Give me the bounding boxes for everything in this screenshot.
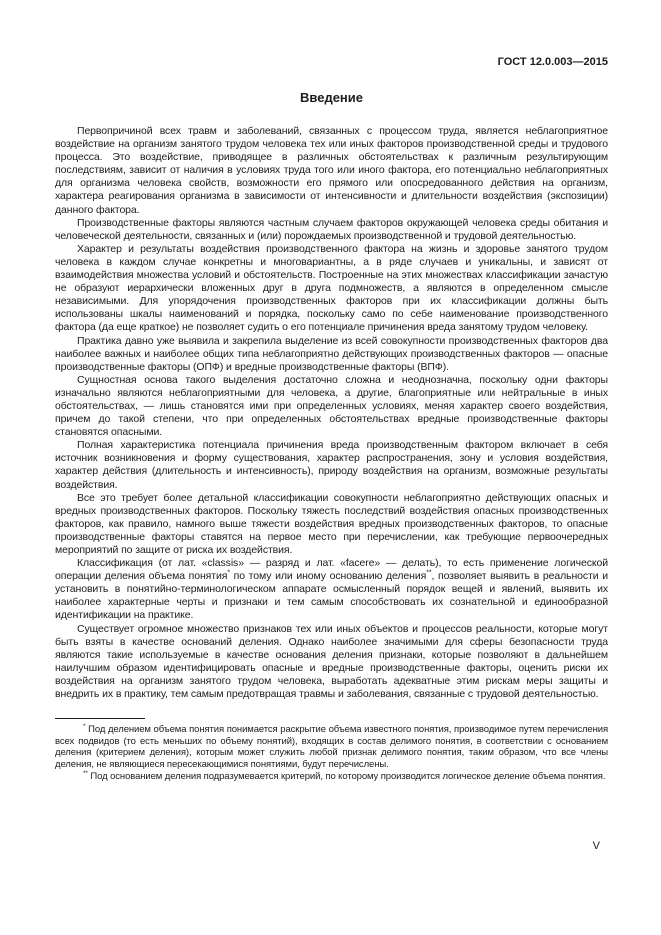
paragraph-4: Практика давно уже выявила и закрепила выделение из всей совокупности производственных факторов два наиболее важных и наиболее общих типа неблагоприятно действующих производственных факторов — опасные производственные факторы (ОПФ) и вредные производственные факторы (ВПФ). [55,334,608,373]
paragraph-8-part-2: по тому или иному основанию деления [229,570,427,583]
paragraph-8 [55,557,608,622]
footnote-separator-rule [55,718,145,719]
footnote-1 [55,724,608,770]
footnote-1-text: Под делением объема понятия понимается раскрытие объема известного понятия, производимое путем перечисления всех подвидов (то есть меньших по объему понятий), входящих в состав делимого понятия, в соответствии с основанием деления (критерием деления), которым может служить любой признак делимого понятия, таким образом, что все члены деления, не являющиеся пересекающимися понятиями, будут перечислены. [55,724,608,770]
paragraph-8-part-1: Классификация (от лат. «classis» — разряд и лат. «facere» — делать), то есть применение логической операции деления объема понятия [55,557,608,583]
paragraph-1: Первопричиной всех травм и заболеваний, связанных с процессом труда, является неблагоприятное воздействие на организм занятого трудом человека тех или иных факторов производственной среды и трудового процесса. Это воздействие, приводящее в различных обстоятельствах к различным результирующим последствиям, зависит от наличия в условиях труда того или иного фактора, его потенциально неблагоприятных для организма человека свойств, возможности его прямого или опосредованного действия на организм, характера реагирования организма в зависимости от интенсивности и длительности воздействия (экспозиции) данного фактора. [55,125,608,216]
paragraph-6: Полная характеристика потенциала причинения вреда производственным фактором включает в себя источник возникновения и форму существования, характер распространения, зону и условия воздействия, характер действия (длительность и интенсивность), природу воздействия на организм, возможные результаты воздействия. [55,439,608,491]
body-text [55,125,608,701]
footnotes-section [55,718,608,782]
paragraph-8-part-3: , позволяет выявить в реальности и установить в понятийно-терминологическом аппарате осмысленный порядок вещей и явлений, выявить их наиболее характерные черты и признаки и тем самым способствовать их сознательной и единообразной идентификации на практике. [55,570,609,622]
page-number: V [592,840,600,852]
footnote-2-marker: ** [83,769,88,777]
paragraph-2: Производственные факторы являются частным случаем факторов окружающей человека среды обитания и человеческой деятельности, связанных и (или) порождаемых производственной и трудовой деятельностью. [55,216,608,242]
document-code: ГОСТ 12.0.003—2015 [497,56,608,68]
footnote-reference-2: ** [426,569,432,577]
footnote-1-marker: * [83,722,86,730]
paragraph-5: Сущностная основа такого выделения достаточно сложна и неоднозначна, поскольку одни факторы изначально являются неблагоприятными для человека, а другие, благоприятные или нейтральные в иных обстоятельствах, — лишь становятся ими при определенных условиях, меняя характер своего воздействия, причем до такой степени, что при определенных обстоятельствах вредные производственные факторы становятся опасными. [55,373,608,439]
footnote-2 [55,771,608,783]
footnote-reference-1: * [227,569,230,577]
paragraph-3: Характер и результаты воздействия производственного фактора на жизнь и здоровье занятого трудом человека в каждом случае конкретны и многовариантны, а в ряде случаев и уникальны, и зависят от взаимодействия множества условий и обстоятельств. Построенные на этих множествах классификации зачастую не образуют иерархически вложенных друг в друга подмножеств, а являются в определенном смысле независимыми. Для упорядочения производственных факторов при их классификации должны быть использованы шкалы наименований и порядка, поскольку само по себе наименование производственного фактора (да еще краткое) не позволяет судить о его потенциале причинения вреда занятому трудом человеку. [55,242,608,334]
paragraph-7: Все это требует более детальной классификации совокупности неблагоприятно действующих опасных и вредных производственных факторов. Поскольку тяжесть последствий воздействия опасных производственных факторов, как правило, намного выше тяжести воздействия вредных производственных факторов, то опасные производственные факторы ставятся на первое место при перечислении, как требующие первоочередных мероприятий по защите от риска их воздействия. [55,491,608,556]
section-title: Введение [300,90,363,105]
paragraph-9: Существует огромное множество признаков тех или иных объектов и процессов реальности, которые могут быть взяты в качестве оснований деления. Однако наиболее значимыми для сферы безопасности труда являются такие используемые в качестве основания деления признаки, которые позволяют в дальнейшем наилучшим образом идентифицировать опасные и вредные производственные факторы, оценить риски их воздействия на организм занятого трудом человека, выработать адекватные этим рискам меры защиты и внедрить их в практику, тем самым предотвращая травмы и заболевания, связанные с трудовой деятельностью. [55,622,608,701]
footnote-2-text: Под основанием деления подразумевается критерий, по которому производится логическое деление объема понятия. [87,770,606,782]
